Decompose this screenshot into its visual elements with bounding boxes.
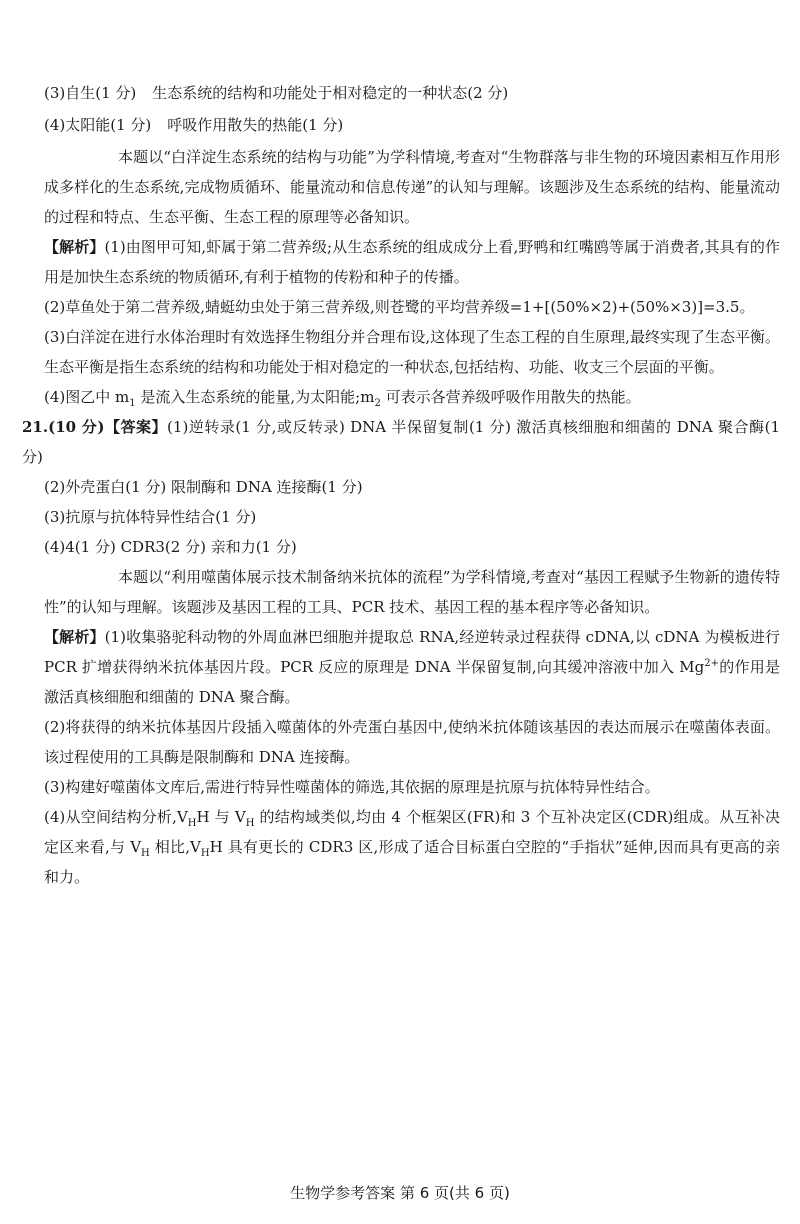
page-footer: 生物学参考答案 第 6 页(共 6 页)	[290, 1184, 510, 1202]
q21-answer-2: (2)外壳蛋白(1 分) 限制酶和 DNA 连接酶(1 分)	[44, 478, 363, 496]
q21-analysis-1: 【解析】(1)收集骆驼科动物的外周血淋巴细胞并提取总 RNA,经逆转录过程获得 cDNA,以 cDNA 为模板进行 PCR 扩增获得纳米抗体基因片段。PCR 反应的原理是 DNA 半保留复制,向其缓冲溶液中加入 $Mg^{2+}$的作用是激活真核细胞和细菌的 DNA 聚合酶。	[44, 628, 780, 706]
q20-answer-4: (4)太阳能(1 分) 呼吸作用散失的热能(1 分)	[44, 116, 344, 134]
q21-analysis-2: (2)将获得的纳米抗体基因片段插入噬菌体的外壳蛋白基因中,使纳米抗体随该基因的表达而展示在噬菌体表面。该过程使用的工具酶是限制酶和 DNA 连接酶。	[44, 718, 780, 766]
q21-answer-1: 21.(10 分)【答案】(1)逆转录(1 分,或反转录) DNA 半保留复制(1 分) 激活真核细胞和细菌的 DNA 聚合酶(1 分)	[22, 418, 780, 466]
q20-analysis-2: (2)草鱼处于第二营养级,蜻蜓幼虫处于第三营养级,则苍鹭的平均营养级=1+[(50%×2)+(50%×3)]=3.5。	[44, 298, 755, 316]
q20-analysis-1: 【解析】(1)由图甲可知,虾属于第二营养级;从生态系统的组成成分上看,野鸭和红嘴鸥等属于消费者,其具有的作用是加快生态系统的物质循环,有利于植物的传粉和种子的传播。	[44, 238, 780, 286]
q20-answer-3: (3)自生(1 分) 生态系统的结构和功能处于相对稳定的一种状态(2 分)	[44, 84, 509, 102]
q21-context: 本题以“利用噬菌体展示技术制备纳米抗体的流程”为学科情境,考查对“基因工程赋予生物新的遗传特性”的认知与理解。该题涉及基因工程的工具、PCR 技术、基因工程的基本程序等必备知识。	[44, 568, 780, 616]
q20-context: 本题以“白洋淀生态系统的结构与功能”为学科情境,考查对“生物群落与非生物的环境因素相互作用形成多样化的生态系统,完成物质循环、能量流动和信息传递”的认知与理解。该题涉及生态系统的结构、能量流动的过程和特点、生态平衡、生态工程的原理等必备知识。	[44, 148, 780, 226]
answer-page	[22, 84, 781, 892]
q20-analysis-3: (3)白洋淀在进行水体治理时有效选择生物组分并合理布设,这体现了生态工程的自生原理,最终实现了生态平衡。生态平衡是指生态系统的结构和功能处于相对稳定的一种状态,包括结构、功能、收支三个层面的平衡。	[44, 328, 780, 376]
q20-analysis-4: (4)图乙中 $m_1$ 是流入生态系统的能量,为太阳能$;m_2$ 可表示各营养级呼吸作用散失的热能。	[44, 388, 641, 409]
q21-analysis-3: (3)构建好噬菌体文库后,需进行特异性噬菌体的筛选,其依据的原理是抗原与抗体特异性结合。	[44, 778, 660, 796]
q21-answer-4: (4)4(1 分) CDR3(2 分) 亲和力(1 分)	[44, 538, 297, 556]
q21-analysis-4: (4)从空间结构分析$,V_HH$ 与 $V_H$ 的结构域类似,均由 4 个框架区(FR)和 3 个互补决定区(CDR)组成。从互补决定区来看,与 $V_H$ 相比$,V_HH$ 具有更长的 CDR3 区,形成了适合目标蛋白空腔的“手指状”延伸,因而具有更高的亲和力。	[44, 808, 781, 886]
q21-answer-3: (3)抗原与抗体特异性结合(1 分)	[44, 508, 257, 526]
